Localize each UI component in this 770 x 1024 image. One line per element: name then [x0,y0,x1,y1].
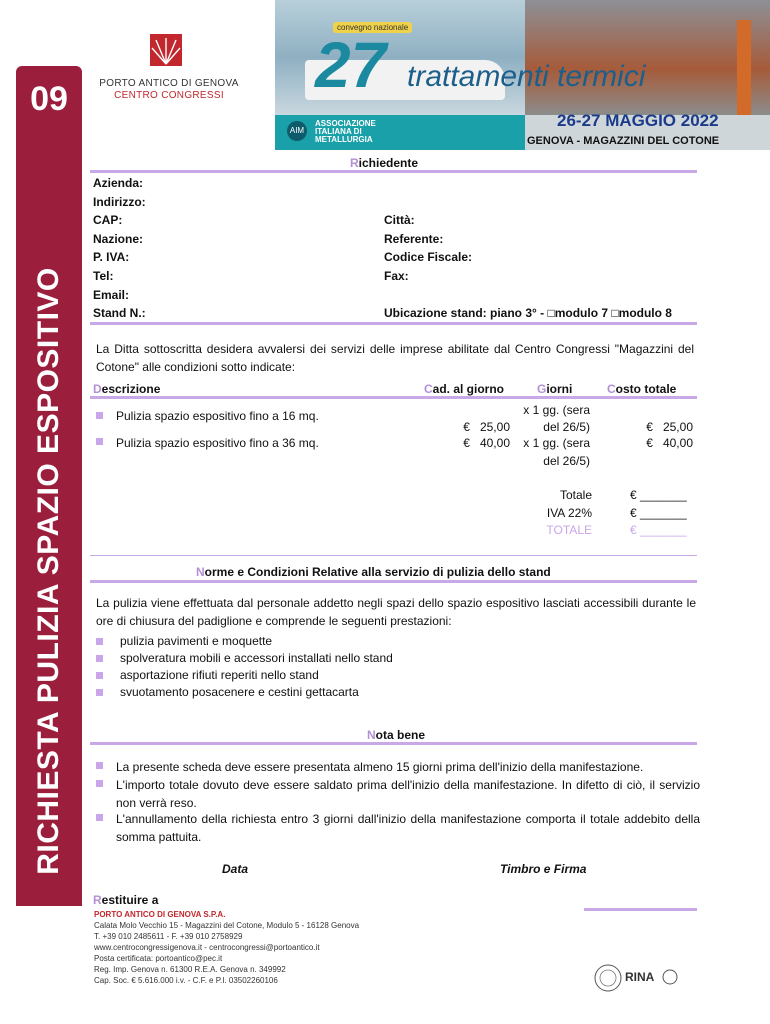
bullet-icon [96,689,103,696]
banner-title: trattamenti termici [407,60,646,93]
banner-tower [737,20,751,130]
norme-item: svuotamento posacenere e cestini gettacarta [120,685,359,699]
row1-price: € 25,00 [463,420,510,434]
nota-item: La presente scheda deve essere presentata almeno 15 giorni prima dell'inizio della manifestazione. [116,760,644,774]
row2-total: € 40,00 [646,436,693,450]
restituire-line: T. +39 010 2485611 - F. +39 010 2758929 [94,932,243,941]
restituire-heading: Restituire a [93,893,159,907]
col-cad-giorno: Cad. al giorno [424,382,505,396]
restituire-line: Reg. Imp. Genova n. 61300 R.E.A. Genova n. 349992 [94,965,286,974]
norme-top-rule [90,555,697,556]
restituire-line: www.centrocongressigenova.it - centrocongressi@portoantico.it [94,943,320,952]
bullet-icon [96,638,103,645]
banner-buildings [525,0,770,115]
norme-item: asportazione rifiuti reperiti nello stand [120,668,319,682]
sidebar [0,0,88,1024]
restituire-company: PORTO ANTICO DI GENOVA S.P.A. [94,910,226,919]
banner-association: ASSOCIAZIONE ITALIANA DI METALLURGIA [315,119,376,144]
field-nazione[interactable]: Nazione: [93,232,144,246]
norme-rule [90,580,697,583]
nota-heading: Nota bene [367,728,426,742]
porto-antico-logo [94,34,264,114]
iva-value[interactable]: € _______ [630,506,687,520]
field-ubicazione[interactable]: Ubicazione stand: piano 3° - □modulo 7 □modulo 8 [384,306,672,320]
row1-total: € 25,00 [646,420,693,434]
restituire-line: Cap. Soc. € 5.616.000 i.v. - C.F. e P.I. 03502260106 [94,976,278,985]
row2-days-line1: x 1 gg. (sera [523,436,590,450]
iva-label: IVA 22% [546,506,592,520]
banner-place: GENOVA - MAGAZZINI DEL COTONE [527,135,720,147]
bullet-icon [96,655,103,662]
field-indirizzo[interactable]: Indirizzo: [93,195,146,209]
row2-days-line2: del 26/5) [543,454,590,468]
nota-item: L'importo totale dovuto deve essere saldato prima dell'inizio della manifestazione. In difetto di ciò, il servizio non verrà reso. [116,778,700,810]
form-number: 09 [30,80,68,118]
norme-item: spolveratura mobili e accessori installati nello stand [120,651,393,665]
rina-label: RINA [625,970,655,984]
field-stand[interactable]: Stand N.: [93,306,146,320]
rina-seal-icon [594,960,684,996]
field-citta[interactable]: Città: [384,213,415,227]
norme-text: La pulizia viene effettuata dal personale addetto negli spazi dello spazio espositivo lasciati accessibili durante le ore di chiusura del padiglione e comprende le seguenti prestazioni: [96,596,696,628]
richiedente-rule [90,170,697,173]
row1-desc: Pulizia spazio espositivo fino a 16 mq. [116,409,319,423]
bullet-icon [96,780,103,787]
restituire-line: Posta certificata: portoantico@pec.it [94,954,223,963]
event-banner [275,0,770,150]
banner-dates: 26-27 MAGGIO 2022 [557,111,719,130]
norme-heading: Norme e Condizioni Relative alla servizio di pulizia dello stand [196,565,551,579]
norme-item: pulizia pavimenti e moquette [120,634,273,648]
totale-label: Totale [559,488,592,502]
banner-number: 27 [315,29,387,101]
field-azienda[interactable]: Azienda: [93,176,144,190]
sig-data-label: Data [222,862,249,876]
grand-total-label: TOTALE [546,523,592,537]
logo-line2: CENTRO CONGRESSI [114,90,224,101]
bullet-icon [96,438,103,445]
richiedente-bottom-rule [90,322,697,325]
bullet-icon [96,672,103,679]
richiedente-heading: Richiedente [350,156,419,170]
field-email[interactable]: Email: [93,288,130,302]
field-piva[interactable]: P. IVA: [93,250,130,264]
totale-value[interactable]: € _______ [630,488,687,502]
banner-badge: convegno nazionale [333,22,412,33]
row1-days-line1: x 1 gg. (sera [523,403,590,417]
table-header-rule [90,396,697,399]
signature-rule [584,908,697,911]
form-title: RICHIESTA PULIZIA SPAZIO ESPOSITIVO [32,267,65,875]
col-costo-totale: Costo totale [607,382,677,396]
field-tel[interactable]: Tel: [93,269,114,283]
aim-logo-icon: AIM [287,121,307,141]
rina-certification [594,960,684,996]
side-tab [16,66,82,906]
nota-rule [90,742,697,745]
row2-desc: Pulizia spazio espositivo fino a 36 mq. [116,436,319,450]
row2-price: € 40,00 [463,436,510,450]
field-codice-fiscale[interactable]: Codice Fiscale: [384,250,473,264]
field-fax[interactable]: Fax: [384,269,409,283]
restituire-line: Calata Molo Vecchio 15 - Magazzini del Cotone, Modulo 5 - 16128 Genova [94,921,360,930]
field-cap[interactable]: CAP: [93,213,123,227]
row1-days-line2: del 26/5) [543,420,590,434]
grand-total-value[interactable]: € _______ [630,523,687,537]
nota-item: L'annullamento della richiesta entro 3 giorni dall'inizio della manifestazione comporta il totale addebito della somma pattuita. [116,812,700,844]
col-descrizione: Descrizione [93,382,161,396]
bullet-icon [96,412,103,419]
bullet-icon [96,762,103,769]
field-referente[interactable]: Referente: [384,232,444,246]
col-giorni: Giorni [537,382,573,396]
intro-text: La Ditta sottoscritta desidera avvalersi dei servizi delle imprese abilitate dal Centro Congressi "Magazzini del Cotone" alle condizioni sotto indicate: [96,342,694,374]
logo-mark-icon [150,34,182,66]
bullet-icon [96,814,103,821]
logo-line1: PORTO ANTICO DI GENOVA [99,78,239,89]
sig-timbro-label: Timbro e Firma [500,862,587,876]
